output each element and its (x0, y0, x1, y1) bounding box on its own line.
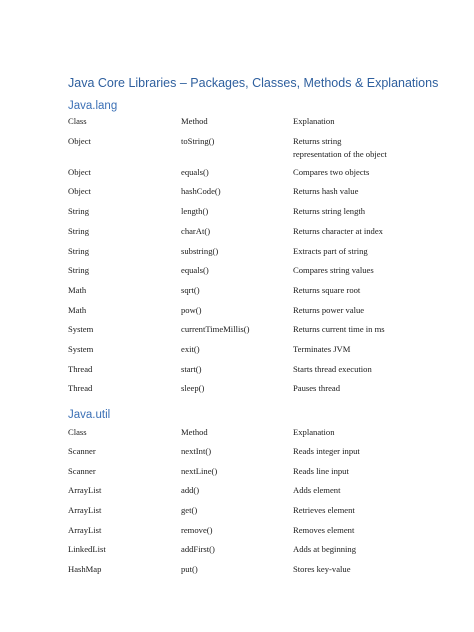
class-cell: Object (68, 186, 91, 196)
method-cell: charAt() (181, 226, 211, 236)
explanation-cell (293, 185, 358, 198)
explanation-cell (293, 166, 369, 179)
explanation-line: Stores key-value (293, 564, 351, 574)
class-cell: String (68, 246, 90, 256)
column-header-method: Method (181, 116, 208, 126)
explanation-line: Returns current time in ms (293, 324, 385, 334)
explanation-line: Adds at beginning (293, 544, 357, 554)
method-cell: add() (181, 485, 200, 495)
class-cell: Object (68, 136, 91, 146)
explanation-line: Returns square root (293, 285, 361, 295)
method-cell: nextInt() (181, 446, 212, 456)
column-header-class: Class (68, 116, 87, 126)
class-cell: String (68, 206, 90, 216)
class-cell: System (68, 324, 94, 334)
method-cell: currentTimeMillis() (181, 324, 250, 334)
class-cell: Thread (68, 364, 93, 374)
explanation-cell (293, 543, 356, 556)
class-cell: Thread (68, 383, 93, 393)
explanation-line: Returns power value (293, 305, 365, 315)
class-cell: ArrayList (68, 505, 102, 515)
method-cell: start() (181, 364, 202, 374)
explanation-line: Extracts part of string (293, 246, 368, 256)
class-cell: Scanner (68, 446, 96, 456)
explanation-cell (293, 563, 351, 576)
method-cell: equals() (181, 167, 209, 177)
explanation-line: Compares string values (293, 265, 374, 275)
explanation-cell (293, 465, 349, 478)
method-cell: toString() (181, 136, 215, 146)
explanation-line: representation of the object (293, 148, 387, 159)
explanation-line: Reads line input (293, 466, 349, 476)
column-header-explanation: Explanation (293, 116, 335, 126)
method-cell: remove() (181, 525, 213, 535)
table-row (0, 135, 474, 165)
method-cell: pow() (181, 305, 202, 315)
class-cell: Math (68, 305, 87, 315)
explanation-cell (293, 343, 350, 356)
method-cell: put() (181, 564, 198, 574)
explanation-line: Returns string length (293, 206, 366, 216)
explanation-cell (293, 135, 387, 160)
explanation-cell (293, 504, 355, 517)
method-cell: nextLine() (181, 466, 218, 476)
column-header-explanation: Explanation (293, 427, 335, 437)
explanation-line: Starts thread execution (293, 364, 372, 374)
section-heading-java-lang: Java.lang (68, 100, 118, 112)
method-cell: get() (181, 505, 198, 515)
explanation-cell (293, 323, 385, 336)
method-cell: equals() (181, 265, 209, 275)
explanation-line: Compares two objects (293, 167, 370, 177)
class-cell: HashMap (68, 564, 102, 574)
explanation-line: Returns string (293, 136, 342, 146)
explanation-cell (293, 524, 354, 537)
column-header-method: Method (181, 427, 208, 437)
method-cell: hashCode() (181, 186, 221, 196)
class-cell: Math (68, 285, 87, 295)
explanation-cell (293, 264, 374, 277)
class-cell: Scanner (68, 466, 96, 476)
method-cell: length() (181, 206, 209, 216)
explanation-line: Returns hash value (293, 186, 359, 196)
explanation-line: Adds element (293, 485, 341, 495)
method-cell: addFirst() (181, 544, 215, 554)
explanation-line: Reads integer input (293, 446, 360, 456)
explanation-cell (293, 245, 368, 258)
table-row (0, 382, 474, 412)
section-heading-java-util: Java.util (68, 409, 111, 421)
explanation-cell (293, 484, 341, 497)
explanation-line: Retrieves element (293, 505, 355, 515)
class-cell: String (68, 226, 90, 236)
explanation-cell (293, 304, 364, 317)
table-row (0, 563, 474, 593)
explanation-line: Terminates JVM (293, 344, 351, 354)
method-cell: sqrt() (181, 285, 200, 295)
document-title: Java Core Libraries – Packages, Classes, Methods & Explanations (68, 76, 439, 90)
class-cell: String (68, 265, 90, 275)
class-cell: ArrayList (68, 525, 102, 535)
explanation-cell (293, 445, 360, 458)
explanation-cell (293, 363, 372, 376)
explanation-cell (293, 205, 365, 218)
explanation-line: Returns character at index (293, 226, 383, 236)
explanation-cell (293, 284, 360, 297)
explanation-line: Removes element (293, 525, 355, 535)
class-cell: Object (68, 167, 91, 177)
explanation-cell (293, 382, 340, 395)
method-cell: exit() (181, 344, 200, 354)
method-cell: sleep() (181, 383, 205, 393)
class-cell: ArrayList (68, 485, 102, 495)
class-cell: LinkedList (68, 544, 106, 554)
class-cell: System (68, 344, 94, 354)
explanation-line: Pauses thread (293, 383, 341, 393)
column-header-class: Class (68, 427, 87, 437)
explanation-cell (293, 225, 383, 238)
method-cell: substring() (181, 246, 219, 256)
